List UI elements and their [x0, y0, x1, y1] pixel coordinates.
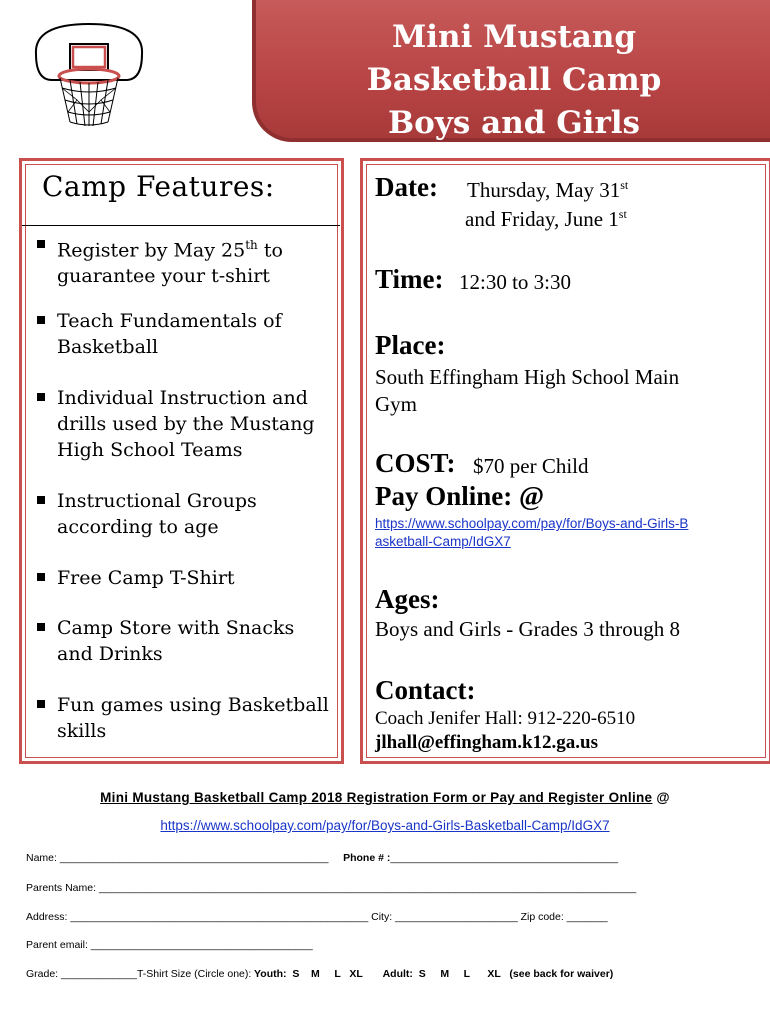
bullet-icon — [37, 623, 45, 631]
feature-item: Fun games using Basketball skills — [57, 694, 329, 742]
city-label: City: — [368, 911, 393, 923]
grade-field[interactable]: _____________ — [58, 968, 137, 980]
feature-item: Instructional Groups according to age — [57, 490, 257, 538]
zip-field[interactable]: _______ — [563, 911, 608, 923]
waiver-note: (see back for waiver) — [500, 968, 614, 980]
pay-online-link[interactable]: https://www.schoolpay.com/pay/for/Boys-and-Girls-Basketball-Camp/IdGX7 — [375, 516, 689, 549]
adult-sizes[interactable]: Adult: S M L XL — [362, 968, 501, 980]
contact-email: jlhall@effingham.k12.ga.us — [375, 732, 599, 753]
email-line — [26, 939, 313, 951]
title-banner — [252, 0, 770, 142]
tshirt-label: T-Shirt Size (Circle one): — [136, 968, 252, 980]
bullet-icon — [37, 700, 45, 708]
registration-link[interactable]: https://www.schoolpay.com/pay/for/Boys-and-Girls-Basketball-Camp/IdGX7 — [160, 818, 610, 833]
email-field[interactable]: ______________________________________ — [87, 939, 313, 951]
city-field[interactable]: _____________________ — [392, 911, 518, 923]
time-value: 12:30 to 3:30 — [459, 270, 572, 294]
feature-item: Camp Store with Snacks and Drinks — [57, 617, 295, 665]
registration-title: Mini Mustang Basketball Camp 2018 Registration Form or Pay and Register Online @ — [100, 790, 670, 805]
banner-line-2: Basketball Camp — [366, 62, 662, 98]
name-label: Name: — [26, 852, 57, 864]
phone-label: Phone # : — [343, 852, 391, 864]
bullet-icon — [37, 573, 45, 581]
bullet-icon — [37, 240, 45, 248]
parents-line — [26, 882, 636, 894]
name-phone-line — [26, 852, 618, 864]
contact-label: Contact: — [375, 675, 476, 705]
address-field[interactable]: ___________________________________________________ — [67, 911, 369, 923]
feature-item: Teach Fundamentals of Basketball — [57, 310, 282, 358]
date-label: Date: — [375, 172, 438, 202]
grade-size-line — [26, 968, 613, 980]
cost-label: COST: — [375, 448, 456, 478]
bullet-icon — [37, 393, 45, 401]
youth-sizes[interactable]: Youth: S M L XL — [251, 968, 363, 980]
address-label: Address: — [26, 911, 68, 923]
basketball-hoop-icon — [30, 18, 148, 130]
address-line — [26, 911, 608, 923]
ages-value: Boys and Girls - Grades 3 through 8 — [375, 617, 681, 641]
banner-line-3: Boys and Girls — [387, 105, 641, 141]
date-line-2: and Friday, June 1st — [465, 207, 627, 231]
email-label: Parent email: — [26, 939, 88, 951]
bullet-icon — [37, 316, 45, 324]
pay-online-label: Pay Online: @ — [375, 481, 545, 511]
place-label: Place: — [375, 330, 446, 360]
features-title: Camp Features: — [42, 170, 275, 203]
zip-label: Zip code: — [517, 911, 564, 923]
place-value: South Effingham High School Main Gym — [375, 365, 680, 416]
phone-field[interactable]: _______________________________________ — [390, 852, 619, 864]
parents-label: Parents Name: — [26, 882, 97, 894]
features-divider — [22, 225, 340, 226]
time-label: Time: — [375, 264, 444, 294]
banner-line-1: Mini Mustang — [391, 19, 637, 55]
date-line-1: Thursday, May 31st — [467, 178, 629, 202]
parents-field[interactable]: ____________________________________________________________________________________________ — [96, 882, 637, 894]
feature-item: Individual Instruction and drills used by the Mustang High School Teams — [57, 387, 315, 461]
bullet-icon — [37, 496, 45, 504]
cost-value: $70 per Child — [473, 454, 589, 478]
grade-label: Grade: — [26, 968, 59, 980]
feature-item: Register by May 25th to guarantee your t-shirt — [57, 238, 283, 288]
ages-label: Ages: — [375, 584, 440, 614]
feature-item: Free Camp T-Shirt — [57, 567, 235, 589]
banner-title — [256, 16, 770, 145]
contact-name: Coach Jenifer Hall: 912-220-6510 — [375, 708, 636, 729]
name-field[interactable]: ______________________________________________ — [56, 852, 329, 864]
